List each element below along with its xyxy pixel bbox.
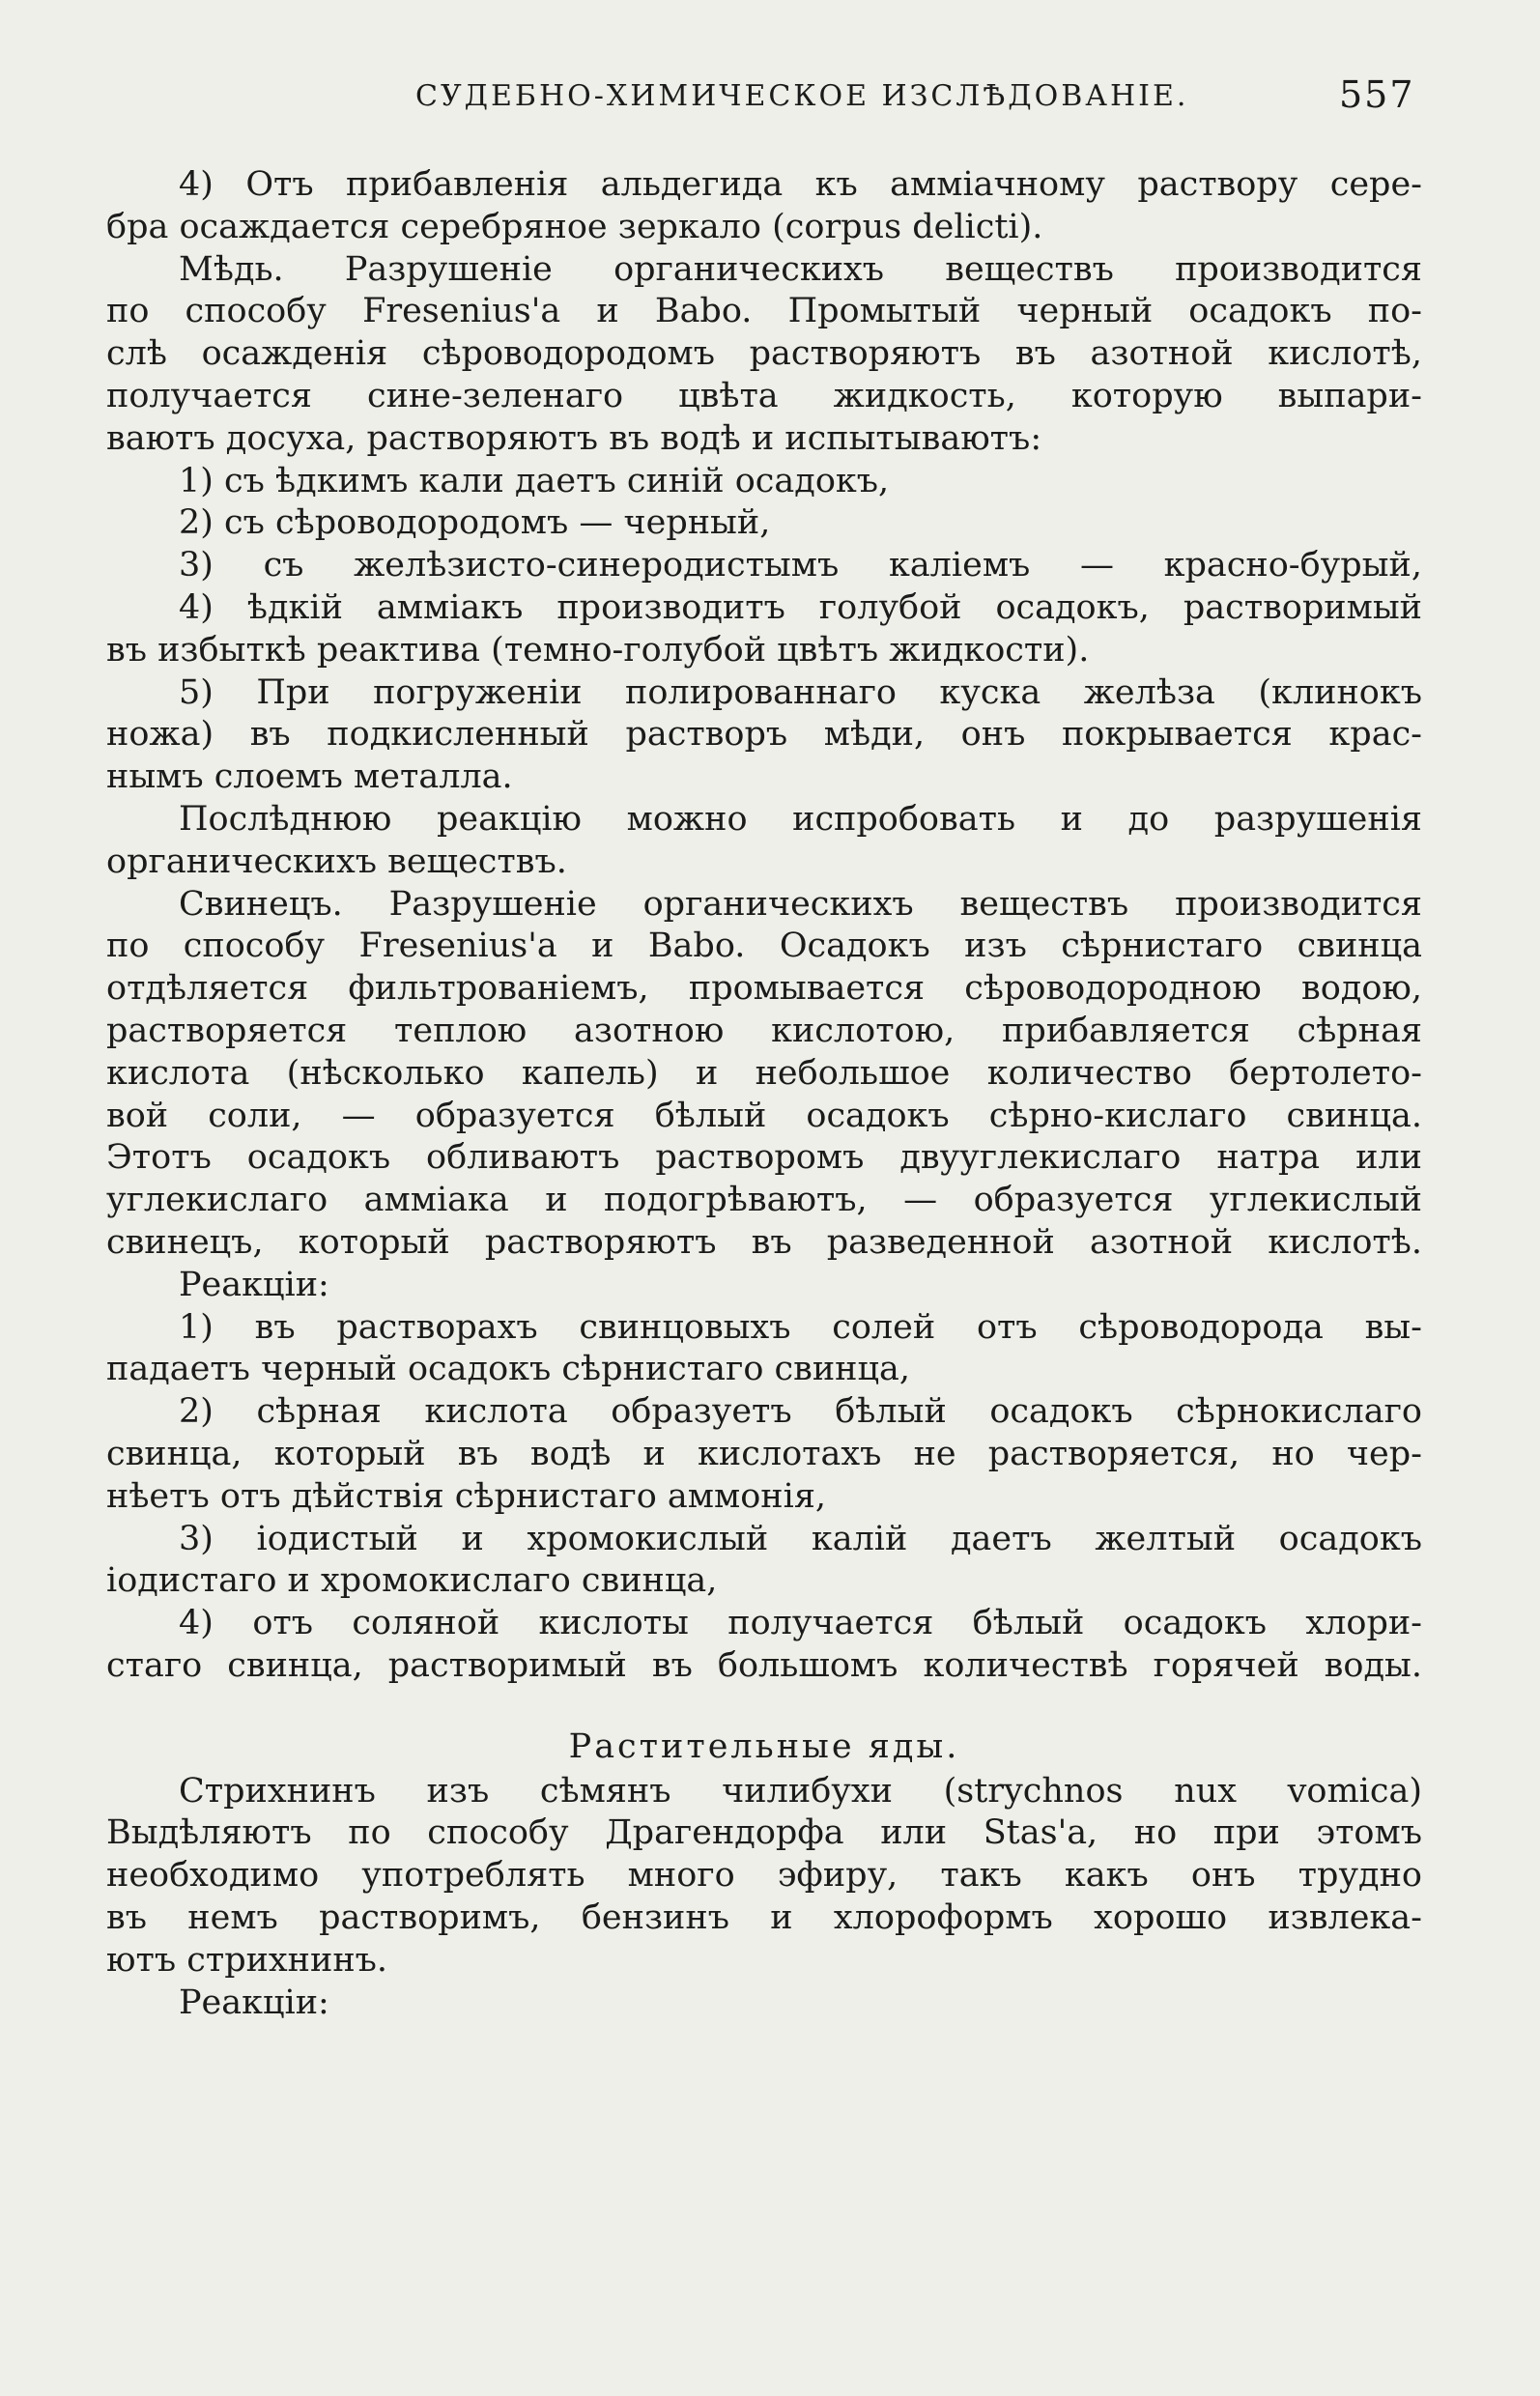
section-heading: Растительные яды. (568, 1726, 960, 1766)
text-line: ножа) въ подкисленный растворъ мѣди, онъ покрывается крас- (106, 715, 1422, 755)
text-line: 4) отъ соляной кислоты получается бѣлый осадокъ хлори- (179, 1604, 1422, 1643)
text-line: получается сине-зеленаго цвѣта жидкость, которую выпари- (106, 376, 1422, 415)
text-line: органическихъ веществъ. (106, 841, 567, 881)
text-line: свинца, который въ водѣ и кислотахъ не растворяется, но чер- (106, 1434, 1422, 1473)
text-line: въ немъ растворимъ, бензинъ и хлороформъ хорошо извлека- (106, 1898, 1422, 1938)
text-line: Свинецъ. Разрушеніе органическихъ веществъ производится (179, 884, 1422, 924)
text-line: необходимо употреблять много эфиру, такъ какъ онъ трудно (106, 1856, 1422, 1896)
text-line: падаетъ черный осадокъ сѣрнистаго свинца, (106, 1350, 911, 1389)
text-line: нымъ слоемъ металла. (106, 757, 513, 797)
text-line: свинецъ, который растворяютъ въ разведенной азотной кислотѣ. (106, 1222, 1422, 1262)
text-line: стаго свинца, растворимый въ большомъ количествѣ горячей воды. (106, 1645, 1422, 1685)
text-line: іодистаго и хромокислаго свинца, (106, 1561, 718, 1601)
text-line: Стрихнинъ изъ сѣмянъ чилибухи (strychnos nux vomica) (179, 1771, 1422, 1811)
text-line: по способу Fresenius'а и Babo. Осадокъ изъ сѣрнистаго свинца (106, 927, 1422, 966)
text-line: 2) съ сѣроводородомъ — черный, (179, 503, 771, 543)
text-line: 3) іодистый и хромокислый калій даетъ желтый осадокъ (179, 1519, 1422, 1558)
text-line: нѣетъ отъ дѣйствія сѣрнистаго аммонія, (106, 1476, 827, 1516)
text-line: 4) ѣдкій амміакъ производитъ голубой осадокъ, растворимый (179, 587, 1422, 627)
text-line: растворяется теплою азотною кислотою, прибавляется сѣрная (106, 1011, 1422, 1050)
text-line: 2) сѣрная кислота образуетъ бѣлый осадокъ сѣрнокислаго (179, 1392, 1422, 1432)
running-title: СУДЕБНО-ХИМИЧЕСКОЕ ИЗСЛѢДОВАНІЕ. (415, 79, 1189, 113)
text-line: ютъ стрихнинъ. (106, 1940, 388, 1980)
text-line: 5) При погруженіи полированнаго куска желѣза (клинокъ (179, 672, 1422, 712)
text-line: 4) Отъ прибавленія альдегида къ амміачному раствору сере- (179, 165, 1422, 204)
text-line: вой соли, — образуется бѣлый осадокъ сѣрно-кислаго свинца. (106, 1096, 1422, 1135)
text-line: по способу Fresenius'а и Babo. Промытый черный осадокъ по- (106, 292, 1422, 331)
text-line: Послѣднюю реакцію можно испробовать и до разрушенія (179, 799, 1422, 839)
text-line: слѣ осажденія сѣроводородомъ растворяютъ въ азотной кислотѣ, (106, 334, 1422, 374)
section-gap (106, 1688, 1422, 1723)
text-line: углекислаго амміака и подогрѣваютъ, — образуется углекислый (106, 1181, 1422, 1220)
text-line: Мѣдь. Разрушеніе органическихъ веществъ производится (179, 249, 1422, 289)
page-number: 557 (1339, 73, 1415, 116)
text-line: Выдѣляютъ по способу Драгендорфа или Stas'а, но при этомъ (106, 1813, 1422, 1853)
text-line: Реакціи: (179, 1265, 329, 1304)
text-line: 1) съ ѣдкимъ кали даетъ синій осадокъ, (179, 461, 890, 500)
text-line: въ избыткѣ реактива (темно-голубой цвѣтъ жидкости). (106, 630, 1090, 670)
text-line: 3) съ желѣзисто-синеродистымъ каліемъ — красно-бурый, (179, 546, 1422, 585)
text-line: ваютъ досуха, растворяютъ въ водѣ и испытываютъ: (106, 418, 1042, 458)
text-line: Этотъ осадокъ обливаютъ растворомъ двууглекислаго натра или (106, 1138, 1422, 1178)
text-line: кислота (нѣсколько капель) и небольшое количество бертолето- (106, 1053, 1422, 1093)
text-line: отдѣляется фильтрованіемъ, промывается сѣроводородною водою, (106, 969, 1422, 1009)
text-line: Реакціи: (179, 1982, 329, 2022)
page-body (106, 164, 1422, 2024)
text-line: 1) въ растворахъ свинцовыхъ солей отъ сѣроводорода вы- (179, 1307, 1422, 1347)
text-line: бра осаждается серебряное зеркало (corpus delicti). (106, 207, 1043, 246)
